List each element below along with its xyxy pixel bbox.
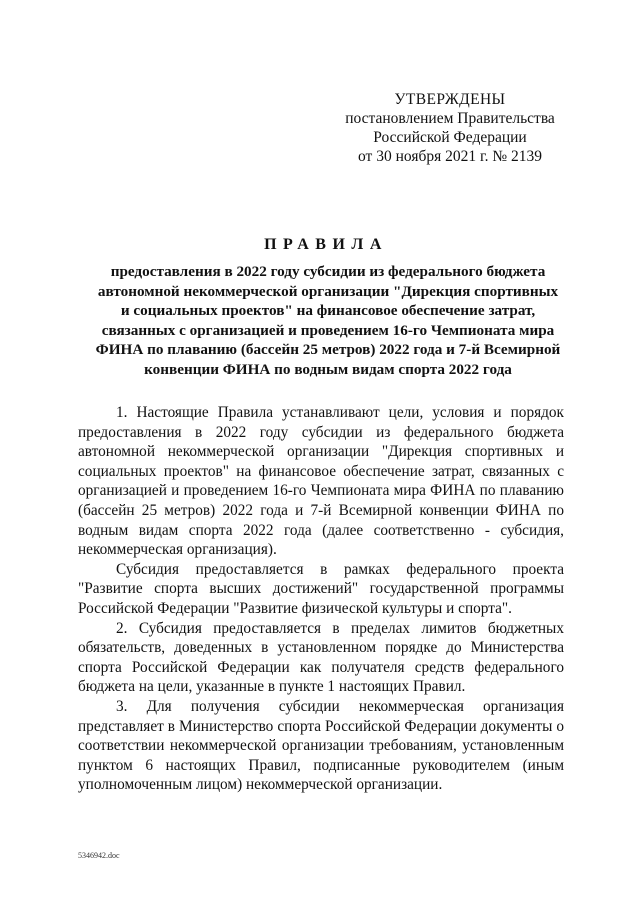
paragraph-clause-1: 1. Настоящие Правила устанавливают цели, условия и порядок предоставления в 2022 году субсидии из федерального бюджета автономной некоммерческой организации "Дирекция спортивных и социальных проектов" на финансовое обеспечение затрат, связанных с организацией и проведением 16-го Чемпионата мира ФИНА по плаванию (бассейн 25 метров) 2022 года и 7-й Всемирной конвенции ФИНА по водным видам спорта 2022 года (далее соответственно - субсидия, некоммерческая организация). [78, 404, 564, 559]
paragraph-clause-3: 3. Для получения субсидии некоммерческая организация представляет в Министерство спорта Российской Федерации документы о соответствии некоммерческой организации требованиям, установленным пунктом 6 настоящих Правил, подписанные руководителем (иным уполномоченным лицом) некоммерческой организации. [78, 697, 564, 794]
approval-date-number-line: от 30 ноября 2021 г. № 2139 [358, 148, 542, 165]
paragraph-clause-1-continued: Субсидия предоставляется в рамках федерального проекта "Развитие спорта высших достижений" государственной программы Российской Федерации "Развитие физической культуры и спорта". [78, 560, 564, 617]
paragraph-clause-2: 2. Субсидия предоставляется в пределах лимитов бюджетных обязательств, доведенных в установленном порядке до Министерства спорта Российской Федерации как получателя средств федерального бюджета на цели, указанные в пункте 1 настоящих Правил. [78, 619, 564, 696]
approval-stamp [340, 90, 560, 166]
subtitle-line: предоставления в 2022 году субсидии из федерального бюджета [110, 263, 546, 280]
subtitle-line: связанных с организацией и проведением 16-го Чемпионата мира [101, 321, 555, 339]
footer-filename: 5346942.doc [78, 851, 120, 860]
subtitle-line: ФИНА по плаванию (бассейн 25 метров) 2022 года и 7-й Всемирной [95, 341, 561, 359]
approval-heading: УТВЕРЖДЕНЫ [394, 91, 506, 108]
approval-government-line: Российской Федерации [373, 129, 527, 146]
approval-resolution-line: постановлением Правительства [345, 110, 555, 127]
subtitle-line: конвенции ФИНА по водным видам спорта 2022 года [144, 360, 512, 378]
subtitle-line: и социальных проектов" на финансовое обеспечение затрат, [120, 302, 536, 320]
document-body [78, 403, 564, 795]
subtitle-line: автономной некоммерческой организации "Дирекция спортивных [97, 282, 559, 300]
document-title: ПРАВИЛА [264, 236, 388, 253]
document-subtitle [92, 262, 564, 380]
